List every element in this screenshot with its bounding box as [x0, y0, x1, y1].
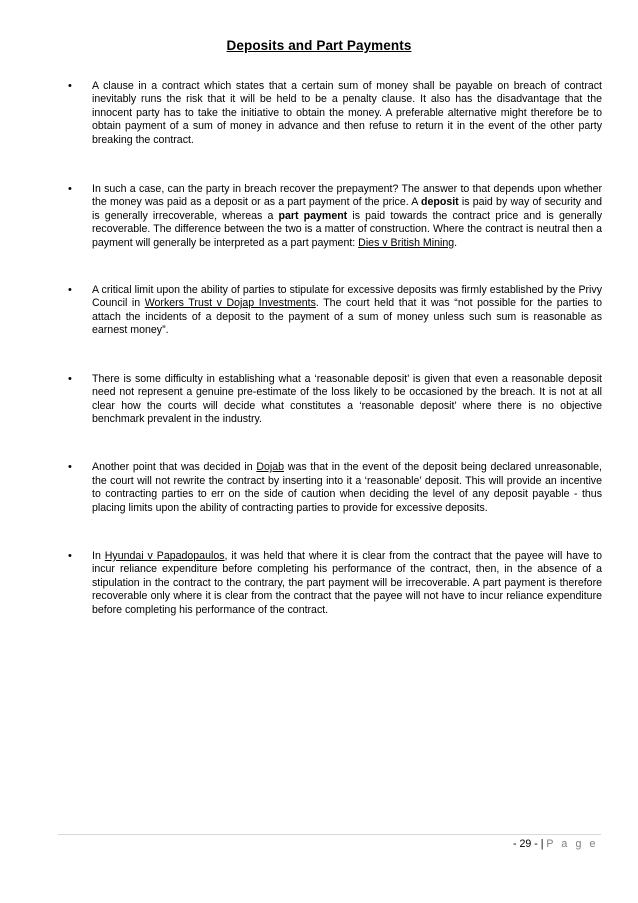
footer-divider: [58, 834, 601, 835]
case-name: Workers Trust v Dojap Investments: [144, 297, 316, 310]
bold-term: part payment: [278, 209, 348, 222]
case-name: Dojab: [256, 461, 285, 474]
paragraph-text: is paid by way of security and is generally irrecoverable, whereas a: [92, 196, 602, 222]
bold-term: deposit: [421, 196, 459, 209]
list-item: [62, 461, 602, 515]
page-title: Deposits and Part Payments: [226, 38, 412, 53]
bullet-icon: •: [68, 183, 72, 196]
bullet-icon: •: [68, 80, 72, 92]
paragraph-text: In such a case, can the party in breach recover the prepayment? The answer to that depends upon whether the money was paid as a deposit or as a part payment of the price. A: [92, 183, 602, 209]
bullet-icon: •: [68, 372, 72, 385]
paragraph-text: . The court held that it was “not possible for the parties to attach the incidents of a deposit to the payment of a sum of money unless such sum is reasonable as earnest money”.: [92, 297, 602, 337]
bullet-icon: •: [68, 549, 72, 562]
paragraph-text: , it was held that where it is clear from the contract that the payee will have to incur reliance expenditure before completing his performance of the contract, then, in the absence of a stipulation in the contract to the contrary, the part payment will be irrecoverable. A part payment is therefore recoverable only where it is clear from the contract that the payee will not have to incur reliance expenditure before completing his performance of the contract.: [92, 549, 603, 616]
list-item: [62, 284, 602, 338]
paragraph-text: was that in the event of the deposit being declared unreasonable, the court will not rewrite the contract by inserting into it a ‘reasonable’ deposit. This will provide an incentive to contracting parties to err on the side of caution when deciding the level of any deposit payable - thus placing limits upon the ability of contracting parties to provide for excessive deposits.: [92, 461, 602, 514]
list-item: [62, 550, 602, 617]
paragraph-text: In: [92, 549, 105, 562]
bullet-icon: •: [68, 461, 72, 474]
page-footer: [513, 838, 598, 850]
bullet-icon: •: [68, 284, 72, 297]
case-name: Hyundai v Papadopaulos: [104, 549, 225, 562]
paragraph-text: A critical limit upon the ability of parties to stipulate for excessive deposits was firmly established by the Privy Council in: [92, 284, 602, 310]
page-number: - 29 - |: [513, 838, 544, 850]
case-name: Dies v British Mining: [358, 236, 455, 249]
list-item: [62, 373, 602, 427]
bullet-list: [62, 80, 602, 617]
paragraph-text: There is some difficulty in establishing what a ‘reasonable deposit’ is given that even a reasonable deposit need not represent a genuine pre-estimate of the loss likely to be occasioned by the breach. It is not at all clear how the courts will decide what constitutes a ‘reasonable deposit’ where there is no objective benchmark prevalent in the industry.: [92, 372, 602, 425]
page-label: P a g e: [546, 838, 598, 850]
list-item: [62, 183, 602, 250]
paragraph-text: is paid towards the contract price and is generally recoverable. The difference between the two is a matter of construction. Where the contract is neutral then a payment will generally be interpreted as a part payment:: [92, 209, 602, 249]
list-item: [62, 80, 602, 147]
paragraph-text: A clause in a contract which states that a certain sum of money shall be payable on breach of contract inevitably runs the risk that it will be held to be a penalty clause. It also has the disadvantage that the innocent party has to take the initiative to obtain the money. A preferable alternative might therefore be to obtain payment of a sum of money in advance and then refuse to return it in the event of the other party breaking the contract.: [92, 80, 602, 146]
paragraph-text: .: [454, 236, 458, 249]
paragraph-text: Another point that was decided in: [92, 461, 257, 474]
